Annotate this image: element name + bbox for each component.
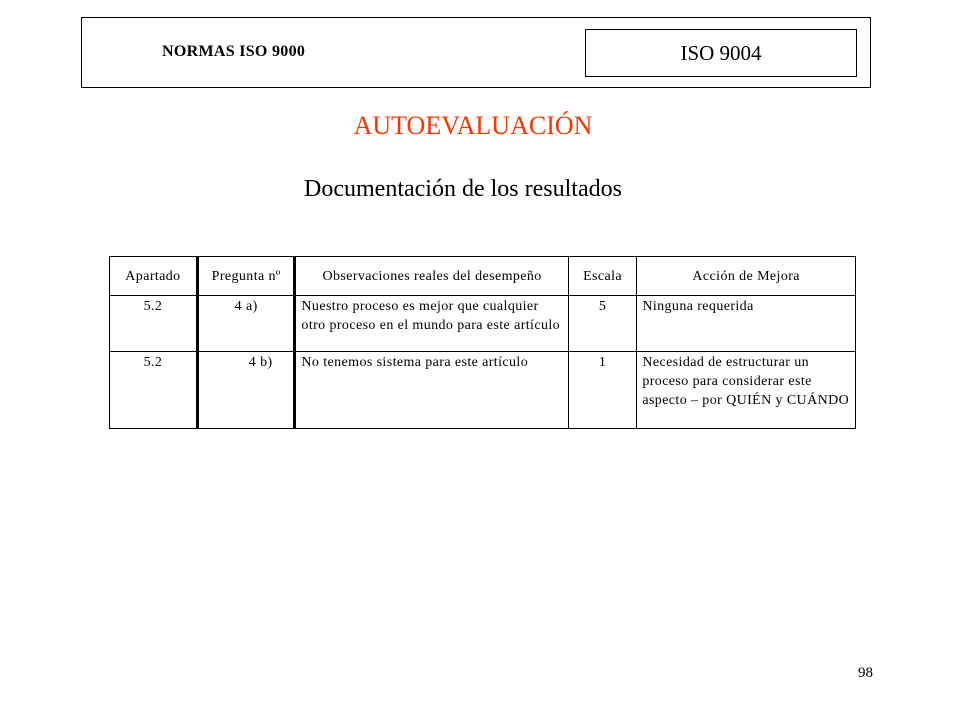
cell-observaciones: No tenemos sistema para este artículo: [295, 352, 568, 429]
column-header-escala: Escala: [568, 257, 637, 296]
cell-pregunta: 4 b): [197, 352, 295, 429]
header-iso-box: ISO 9004: [585, 29, 857, 77]
table-row: [110, 296, 856, 352]
cell-apartado: 5.2: [110, 352, 198, 429]
cell-observaciones: Nuestro proceso es mejor que cualquier otro proceso en el mundo para este artículo: [295, 296, 568, 352]
header-box: [81, 17, 871, 88]
column-header-pregunta: Pregunta nº: [197, 257, 295, 296]
table-row: [110, 352, 856, 429]
results-table: [109, 256, 856, 429]
cell-apartado: 5.2: [110, 296, 198, 352]
column-header-apartado: Apartado: [110, 257, 198, 296]
table-header-row: [110, 257, 856, 296]
column-header-observaciones: Observaciones reales del desempeño: [295, 257, 568, 296]
page-title: AUTOEVALUACIÓN: [353, 111, 593, 140]
page-number: 98: [858, 665, 873, 681]
cell-accion: Ninguna requerida: [637, 296, 856, 352]
cell-accion: Necesidad de estructurar un proceso para considerar este aspecto – por QUIÉN y CUÁNDO: [637, 352, 856, 429]
page-subtitle: Documentación de los resultados: [304, 176, 622, 202]
cell-escala: 5: [568, 296, 637, 352]
header-norms-label: NORMAS ISO 9000: [162, 43, 306, 60]
cell-escala: 1: [568, 352, 637, 429]
column-header-accion: Acción de Mejora: [637, 257, 856, 296]
cell-pregunta: 4 a): [197, 296, 295, 352]
